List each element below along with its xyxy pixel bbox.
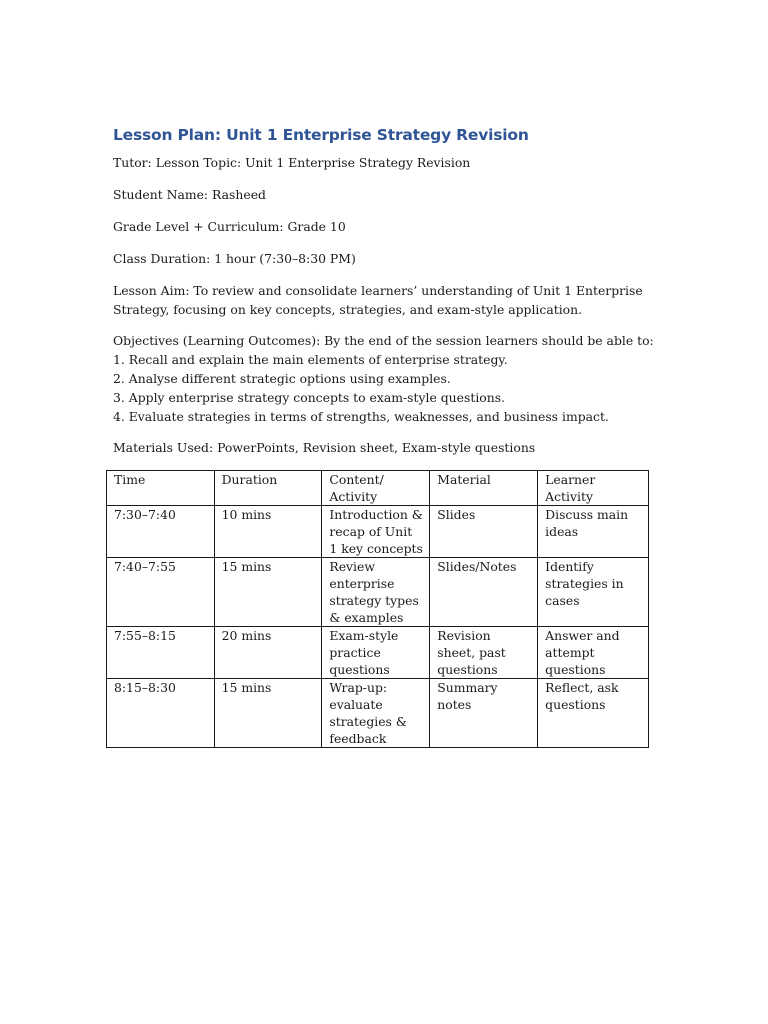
- cell-learner-activity: Identify strategies in cases: [538, 558, 649, 627]
- cell-duration: 20 mins: [214, 627, 322, 679]
- cell-content-activity: Review enterprise strategy types & examples: [322, 558, 430, 627]
- cell-duration: 15 mins: [214, 558, 322, 627]
- objectives-intro: Objectives (Learning Outcomes): By the end of the session learners should be able to:: [113, 333, 654, 348]
- cell-material: Slides: [430, 506, 538, 558]
- document-body: [113, 124, 653, 457]
- header-learner-activity: Learner Activity: [538, 471, 649, 506]
- table-row: [107, 506, 649, 558]
- cell-learner-activity: Discuss main ideas: [538, 506, 649, 558]
- cell-time: 7:30–7:40: [107, 506, 215, 558]
- cell-time: 7:55–8:15: [107, 627, 215, 679]
- cell-time: 7:40–7:55: [107, 558, 215, 627]
- cell-material: Summary notes: [430, 679, 538, 748]
- lesson-aim-line-1: Lesson Aim: To review and consolidate learners’ understanding of Unit 1 Enterprise: [113, 283, 643, 298]
- cell-learner-activity: Reflect, ask questions: [538, 679, 649, 748]
- objective-item: 4. Evaluate strategies in terms of strengths, weaknesses, and business impact.: [113, 409, 609, 424]
- cell-duration: 15 mins: [214, 679, 322, 748]
- objective-item: 3. Apply enterprise strategy concepts to exam-style questions.: [113, 390, 506, 405]
- lesson-aim-line-2: Strategy, focusing on key concepts, strategies, and exam-style application.: [113, 302, 583, 317]
- student-name-line: Student Name: Rasheed: [113, 187, 266, 202]
- cell-duration: 10 mins: [214, 506, 322, 558]
- tutor-line: Tutor: Lesson Topic: Unit 1 Enterprise Strategy Revision: [113, 155, 471, 170]
- table-row: [107, 679, 649, 748]
- table-row: [107, 558, 649, 627]
- class-duration-line: Class Duration: 1 hour (7:30–8:30 PM): [113, 251, 356, 266]
- cell-learner-activity: Answer and attempt questions: [538, 627, 649, 679]
- cell-material: Revision sheet, past questions: [430, 627, 538, 679]
- materials-line: Materials Used: PowerPoints, Revision sheet, Exam-style questions: [113, 440, 536, 455]
- cell-content-activity: Wrap-up: evaluate strategies & feedback: [322, 679, 430, 748]
- cell-time: 8:15–8:30: [107, 679, 215, 748]
- table-row: [107, 627, 649, 679]
- grade-level-line: Grade Level + Curriculum: Grade 10: [113, 219, 346, 234]
- document-title: Lesson Plan: Unit 1 Enterprise Strategy Revision: [113, 126, 529, 144]
- lesson-schedule-table: [106, 470, 649, 748]
- cell-content-activity: Exam-style practice questions: [322, 627, 430, 679]
- objective-item: 1. Recall and explain the main elements of enterprise strategy.: [113, 352, 508, 367]
- objective-item: 2. Analyse different strategic options using examples.: [113, 371, 451, 386]
- header-material: Material: [430, 471, 538, 506]
- header-time: Time: [107, 471, 215, 506]
- header-duration: Duration: [214, 471, 322, 506]
- cell-material: Slides/Notes: [430, 558, 538, 627]
- header-content-activity: Content/ Activity: [322, 471, 430, 506]
- table-header-row: [107, 471, 649, 506]
- cell-content-activity: Introduction & recap of Unit 1 key concepts: [322, 506, 430, 558]
